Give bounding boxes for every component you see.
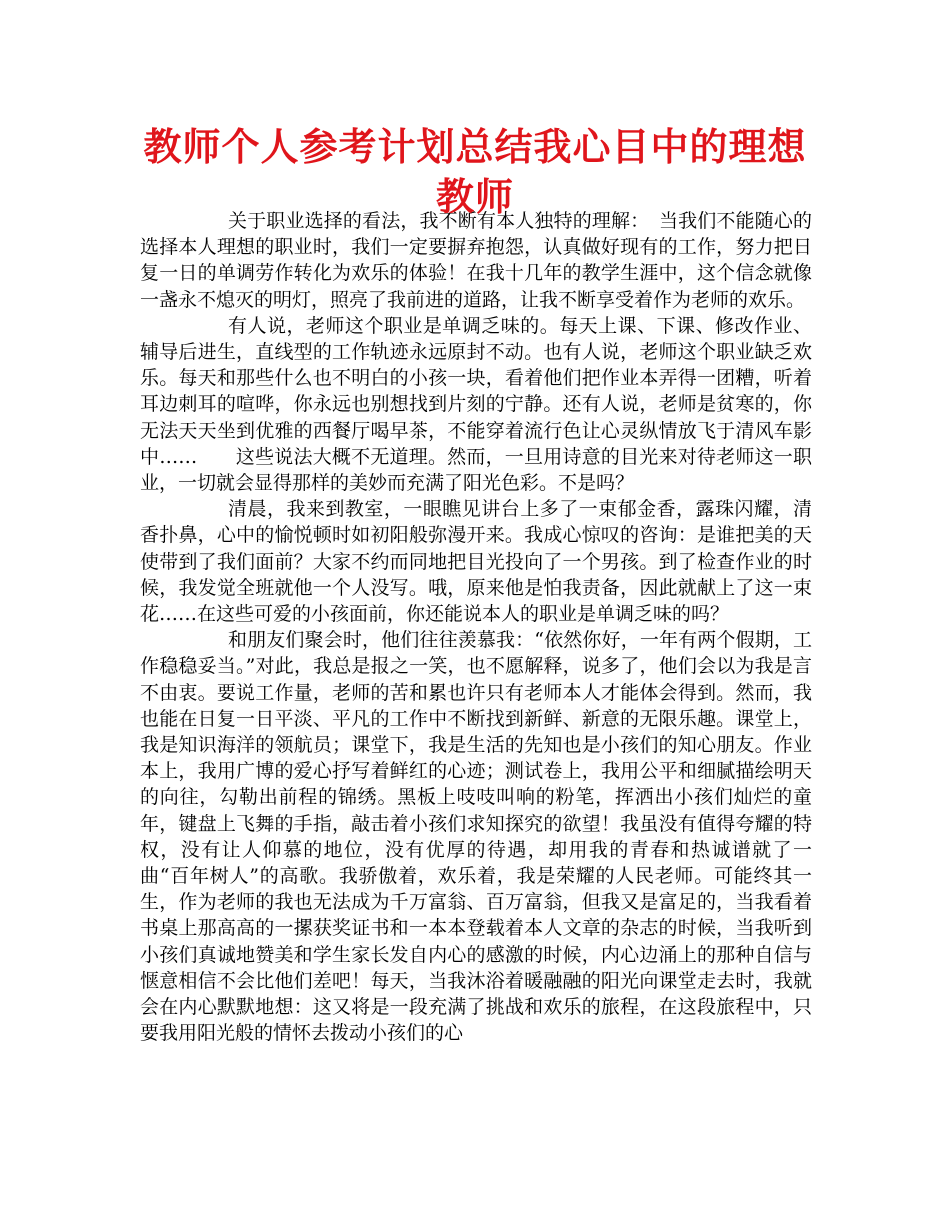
paragraph-4: 和朋友们聚会时，他们往往羡慕我：“依然你好，一年有两个假期，工作稳稳妥当。”对此，我总是报之一笑，也不愿解释，说多了，他们会以为我是言不由衷。要说工作量，老师的苦和累也许只有老师本人才能体会得到。然而，我也能在日复一日平淡、平凡的工作中不断找到新鲜、新意的无限乐趣。课堂上，我是知识海洋的领航员；课堂下，我是生活的先知也是小孩们的知心朋友。作业本上，我用广博的爱心抒写着鲜红的心迹；测试卷上，我用公平和细腻描绘明天的向往，勾勒出前程的锦绣。黑板上吱吱叫响的粉笔，挥洒出小孩们灿烂的童年，键盘上飞舞的手指，敲击着小孩们求知探究的欲望！我虽没有值得夸耀的特权，没有让人仰慕的地位，没有优厚的待遇，却用我的青春和热诚谱就了一曲“百年树人”的高歌。我骄傲着，欢乐着，我是荣耀的人民老师。可能终其一生，作为老师的我也无法成为千万富翁、百万富翁，但我又是富足的，当我看着书桌上那高高的一摞获奖证书和一本本登载着本人文章的杂志的时候，当我听到小孩们真诚地赞美和学生家长发自内心的感激的时候，内心边涌上的那种自信与惬意相信不会比他们差吧！每天，当我沐浴着暖融融的阳光向课堂走去时，我就会在内心默默地想：这又将是一段充满了挑战和欢乐的旅程，在这段旅程中，只要我用阳光般的情怀去拨动小孩们的心 [140,629,812,1045]
paragraph-3: 清晨，我来到教室，一眼瞧见讲台上多了一束郁金香，露珠闪耀，清香扑鼻，心中的愉悦顿时如初阳般弥漫开来。我成心惊叹的咨询：是谁把美的天使带到了我们面前？大家不约而同地把目光投向了一个男孩。到了检查作业的时候，我发觉全班就他一个人没写。哦，原来他是怕我责备，因此就献上了这一束花……在这些可爱的小孩面前，你还能说本人的职业是单调乏味的吗？ [140,498,812,626]
paragraph-1: 关于职业选择的看法，我不断有本人独特的理解： 当我们不能随心的选择本人理想的职业时，我们一定要摒弃抱怨，认真做好现有的工作，努力把日复一日的单调劳作转化为欢乐的体验！在我十几年的教学生涯中，这个信念就像一盏永不熄灭的明灯，照亮了我前进的道路，让我不断享受着作为老师的欢乐。 [140,210,812,311]
paragraph-2: 有人说，老师这个职业是单调乏味的。每天上课、下课、修改作业、辅导后进生，直线型的工作轨迹永远原封不动。也有人说，老师这个职业缺乏欢乐。每天和那些什么也不明白的小孩一块，看着他们把作业本弄得一团糟，听着耳边刺耳的喧哗，你永远也别想找到片刻的宁静。还有人说，老师是贫寒的，你无法天天坐到优雅的西餐厅喝早茶，不能穿着流行色让心灵纵情放飞于清风车影中…… 这些说法大概不无道理。然而，一旦用诗意的目光来对待老师这一职业，一切就会显得那样的美妙而充满了阳光色彩。不是吗？ [140,314,812,495]
document-body [140,208,812,1047]
document-title: 教师个人参考计划总结我心目中的理想教师 [143,125,807,219]
